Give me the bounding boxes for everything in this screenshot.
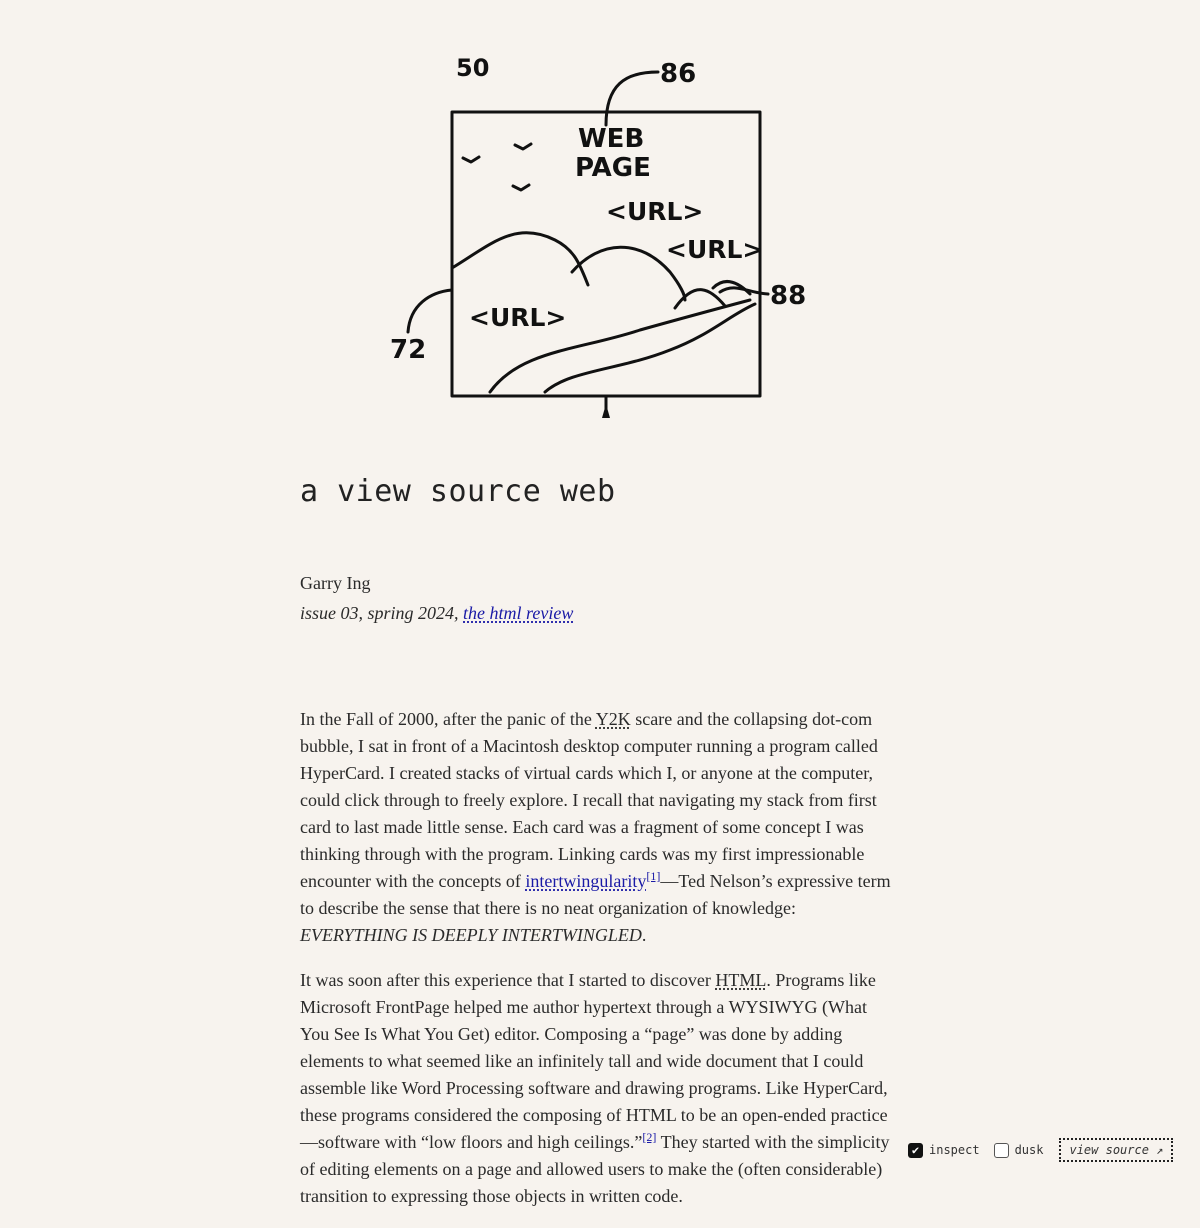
p1-text-2: scare and the collapsing dot-com bubble, I sat in front of a Macintosh desktop computer running a program called HyperCard. I created stacks of virtual cards which I, or anyone at the computer, could click through to freely explore. I recall that navigating my stack from first card to last made little sense. Each card was a fragment of some concept I was thinking through with the program. Linking cards was my first impressionable encounter with the concepts of bbox=[300, 709, 878, 891]
p2-text-3: They started with the simplicity of editing elements on a page and allowed users to make the (often considerable) transition to expressing those objects in written code. bbox=[300, 1132, 890, 1206]
label-web: WEB bbox=[578, 124, 645, 154]
html-abbr[interactable]: HTML bbox=[715, 970, 767, 990]
label-50: 50 bbox=[456, 54, 490, 82]
intertwingularity-link[interactable]: intertwingularity bbox=[525, 871, 647, 891]
author: Garry Ing bbox=[300, 573, 371, 593]
label-88: 88 bbox=[770, 281, 807, 311]
paragraph-1 bbox=[300, 706, 900, 949]
dusk-checkbox[interactable] bbox=[994, 1143, 1009, 1158]
page-title: a view source web bbox=[300, 474, 616, 509]
hill-1 bbox=[452, 233, 588, 285]
footnote-link-1[interactable]: [1] bbox=[646, 869, 661, 883]
label-page: PAGE bbox=[575, 153, 651, 183]
footnote-link-2[interactable]: [2] bbox=[642, 1130, 657, 1144]
label-72: 72 bbox=[390, 335, 427, 365]
issue-text: issue 03, spring 2024, bbox=[300, 603, 464, 623]
footnote-ref-2 bbox=[642, 1130, 656, 1144]
label-86: 86 bbox=[660, 59, 697, 89]
inspect-checkbox[interactable] bbox=[908, 1143, 923, 1158]
label-url-3: <URL> bbox=[469, 303, 567, 332]
leader-86 bbox=[606, 72, 658, 125]
dusk-label[interactable]: dusk bbox=[1014, 1143, 1044, 1157]
p1-text-1: In the Fall of 2000, after the panic of the bbox=[300, 709, 596, 729]
label-url-1: <URL> bbox=[606, 197, 704, 226]
p2-text-1: It was soon after this experience that I started to discover bbox=[300, 970, 716, 990]
p1-text-4: . bbox=[641, 925, 647, 945]
page-controls bbox=[908, 1138, 1173, 1162]
inspect-label[interactable]: inspect bbox=[929, 1143, 980, 1157]
bird-3 bbox=[513, 185, 529, 190]
leader-72 bbox=[408, 290, 452, 332]
check-icon: ✔ bbox=[911, 1143, 920, 1157]
issue-line bbox=[300, 598, 573, 628]
patent-drawing bbox=[380, 50, 820, 430]
bird-1 bbox=[463, 157, 479, 162]
p1-text-3: —Ted Nelson’s expressive term to describe the sense that there is no neat organization of knowledge: bbox=[300, 871, 891, 918]
footnote-ref-1 bbox=[646, 869, 660, 883]
bird-2 bbox=[515, 144, 531, 149]
view-source-button[interactable]: view source ↗ bbox=[1059, 1138, 1173, 1162]
p2-text-2: . Programs like Microsoft FrontPage helped me author hypertext through a WYSIWYG (What You See Is What You Get) editor. Composing a “page” was done by adding elements to what seemed like an infinitely tall and wide document that I could assemble like Word Processing software and drawing programs. Like HyperCard, these programs considered the composing of HTML to be an open-ended practice—software with “low floors and high ceilings.” bbox=[300, 970, 888, 1152]
y2k-abbr[interactable]: Y2K bbox=[595, 709, 631, 729]
byline bbox=[300, 568, 573, 628]
emphasis-text: EVERYTHING IS DEEPLY INTERTWINGLED bbox=[300, 925, 642, 945]
label-url-2: <URL> bbox=[666, 235, 764, 264]
patent-figure bbox=[380, 50, 820, 430]
journal-link[interactable]: the html review bbox=[463, 603, 574, 623]
article-body bbox=[300, 706, 900, 1228]
paragraph-2 bbox=[300, 967, 900, 1210]
